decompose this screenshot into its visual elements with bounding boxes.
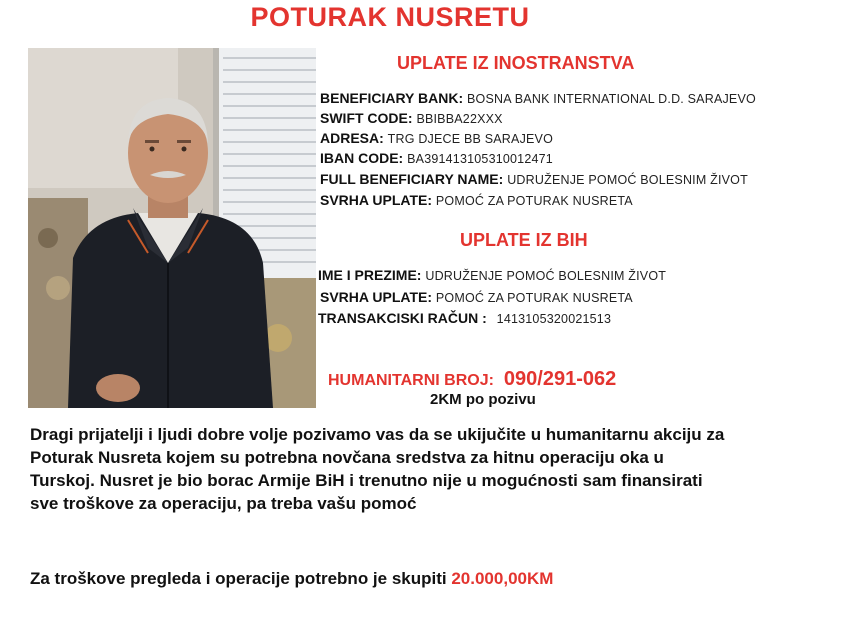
label: SVRHA UPLATE: (320, 192, 432, 208)
label: ADRESA: (320, 130, 384, 146)
humanitarian-number (328, 368, 616, 391)
goal-line (30, 569, 553, 589)
abroad-row-swift (320, 109, 503, 128)
value: TRG DJECE BB SARAJEVO (387, 132, 554, 146)
goal-amount: 20.000,00KM (451, 569, 554, 588)
humanitarian-label: HUMANITARNI BROJ: (328, 372, 494, 389)
value: POMOĆ ZA POTURAK NUSRETA (435, 194, 633, 208)
value: UDRUŽENJE POMOĆ BOLESNIM ŽIVOT (507, 173, 748, 187)
humanitarian-phone: 090/291-062 (503, 368, 617, 390)
bih-row-name (318, 266, 666, 285)
label: BENEFICIARY BANK: (320, 90, 464, 106)
value: BA391413105310012471 (407, 152, 553, 166)
label: SWIFT CODE: (320, 110, 413, 126)
per-call-price: 2KM po pozivu (430, 391, 536, 408)
portrait-photo (28, 48, 316, 408)
label: FULL BENEFICIARY NAME: (320, 171, 504, 187)
value: POMOĆ ZA POTURAK NUSRETA (435, 291, 633, 305)
label: TRANSAKCISKI RAČUN : (318, 310, 487, 326)
abroad-row-bank (320, 89, 756, 108)
goal-text: Za troškove pregleda i operacije potrebno je skupiti (30, 569, 447, 588)
label: IBAN CODE: (320, 150, 404, 166)
abroad-row-purpose (320, 191, 633, 210)
label: IME I PREZIME: (318, 267, 422, 283)
value: 1413105320021513 (496, 312, 612, 326)
appeal-message: Dragi prijatelji i ljudi dobre volje pozivamo vas da se ukijučite u humanitarnu akciju za Poturak Nusreta kojem su potrebna novčana sredstva za hitnu operaciju oka u Turskoj. Nusret je bio borac Armije BiH i trenutno nije u mogućnosti sam finansirati sve troškove za operaciju, pa treba vašu pomoć (30, 425, 725, 513)
abroad-row-beneficiary (320, 170, 748, 189)
value: BBIBBA22XXX (416, 112, 503, 126)
abroad-row-iban (320, 149, 553, 168)
value: UDRUŽENJE POMOĆ BOLESNIM ŽIVOT (425, 269, 667, 283)
abroad-heading: UPLATE IZ INOSTRANSTVA (397, 53, 635, 73)
bih-heading: UPLATE IZ BIH (460, 230, 588, 250)
bih-row-purpose (320, 288, 633, 307)
value: BOSNA BANK INTERNATIONAL D.D. SARAJEVO (467, 92, 756, 106)
page-title: POTURAK NUSRETU (250, 2, 530, 32)
bih-row-account (318, 309, 611, 328)
label: SVRHA UPLATE: (320, 289, 432, 305)
abroad-row-address (320, 129, 553, 148)
